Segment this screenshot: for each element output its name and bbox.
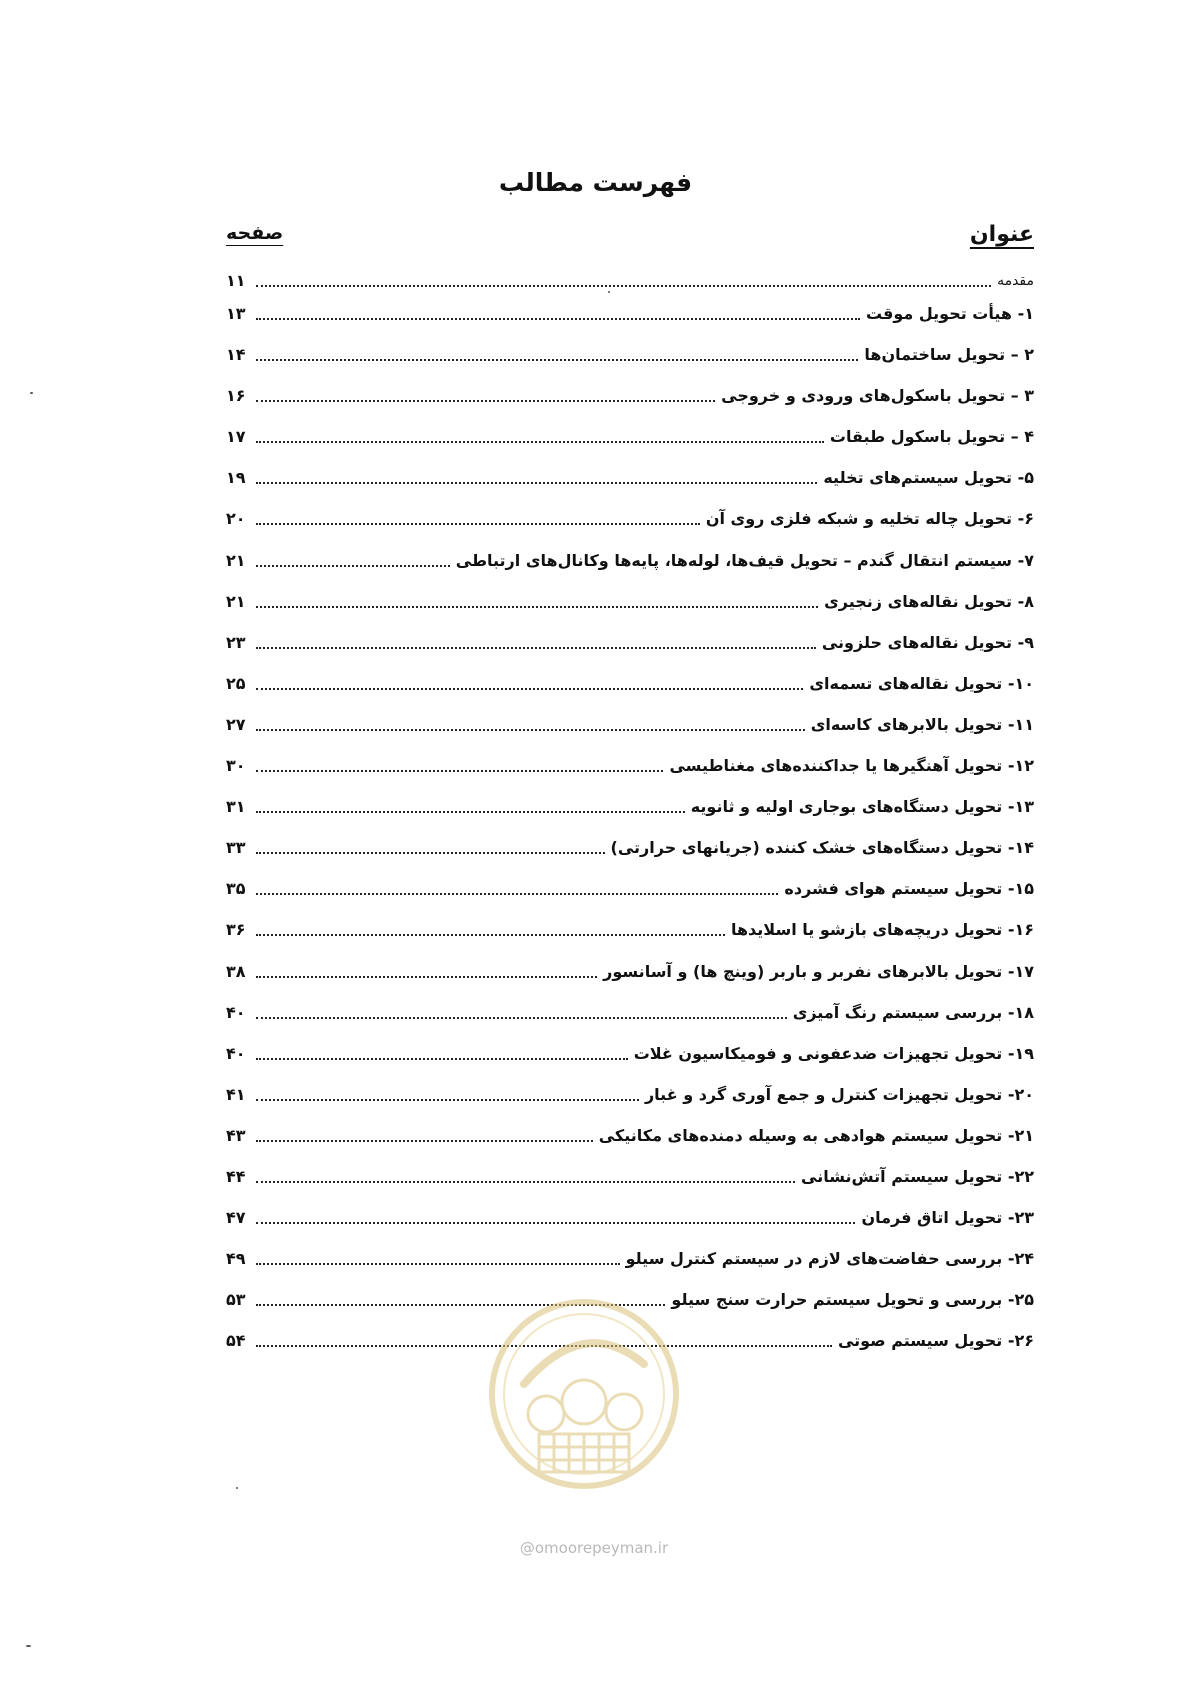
toc-entry-page: ۲۱ [226,591,246,611]
toc-entry [226,878,1034,919]
toc-entry [226,961,1034,1002]
toc-entry-page: ۳۵ [226,879,246,899]
toc-entry-title: ۲۶- تحویل سیستم صوتی [837,1331,1034,1351]
toc-entry [226,385,1034,426]
toc-entry [226,344,1034,385]
dot-leader [256,632,816,649]
dot-leader [256,385,715,402]
dot-leader [256,1125,593,1142]
toc-entry [226,632,1034,673]
toc-entry-title: ۳ – تحویل باسکول‌های ورودی و خروجی [721,386,1034,406]
toc-entry-page: ۴۷ [226,1208,246,1228]
toc-entry [226,591,1034,632]
toc-entry-title: ۱۴- تحویل دستگاه‌های خشک کننده (جریانهای حرارتی) [610,838,1034,858]
toc-entry [226,1125,1034,1166]
toc-entry-page: ۱۳ [226,304,246,323]
toc-entry-page: ۱۶ [226,386,246,406]
toc-entry-page: ۴۹ [226,1249,246,1269]
toc-entry-page: ۲۷ [226,714,246,734]
dot-leader [256,344,858,361]
page-title: فهرست مطالب [498,168,693,197]
toc-entry-title: مقدمه [997,273,1034,289]
dot-leader [256,508,700,525]
dot-leader [256,755,663,772]
toc-entry [226,467,1034,508]
toc-entry-page: ۱۴ [226,345,246,365]
toc-entry-title: ۱۵- تحویل سیستم هوای فشرده [784,879,1034,899]
toc-entry [226,508,1034,549]
dot-leader [256,270,991,287]
toc-entry-title: ۲ – تحویل ساختمان‌ها [864,345,1034,365]
toc-entry [226,796,1034,837]
toc-entry-page: ۲۳ [226,632,246,652]
dot-leader [256,919,725,936]
dot-leader [256,714,805,731]
dot-leader [256,467,817,484]
dot-leader [256,426,824,443]
toc-entry-title: ۶- تحویل چاله تخلیه و شبکه فلزی روی آن [705,509,1034,529]
toc-entry-page: ۳۸ [226,961,246,981]
toc-entry [226,1166,1034,1207]
toc-entry [226,426,1034,467]
dot-leader [256,303,860,320]
toc-entry-title: ۸- تحویل نقاله‌های زنجیری [824,591,1034,611]
toc-entry [226,837,1034,878]
toc-entry [226,714,1034,755]
toc-entry [226,1248,1034,1289]
toc-entry [226,550,1034,591]
dot-leader [256,1043,628,1060]
toc-entry-title: ۱- هیأت تحویل موقت [865,304,1034,323]
dot-leader [256,591,818,608]
dot-leader [256,878,778,895]
dot-leader [256,837,605,854]
toc-entry-page: ۴۳ [226,1125,246,1145]
toc-entry-title: ۲۱- تحویل سیستم هوادهی به وسیله دمنده‌های مکانیکی [598,1125,1034,1145]
toc-entry [226,755,1034,796]
toc-entry-page: ۲۵ [226,673,246,693]
toc-entry-title: ۱۶- تحویل دریچه‌های بازشو یا اسلایدها [730,920,1034,940]
watermark-logo [484,1294,684,1494]
scan-speck [608,291,610,293]
toc-entry-title: ۲۲- تحویل سیستم آتش‌نشانی [801,1166,1034,1186]
dot-leader [256,1084,639,1101]
toc-entry-page: ۱۹ [226,468,246,488]
dot-leader [256,1166,795,1183]
toc-entry-title: ۲۴- بررسی حفاضت‌های لازم در سیستم کنترل سیلو [625,1249,1034,1269]
toc-entry-page: ۵۴ [226,1331,246,1351]
toc-entry [226,1043,1034,1084]
toc-entry [226,1002,1034,1043]
column-page-label: صفحه [226,222,284,244]
toc-entry-page: ۴۰ [226,1043,246,1063]
dot-leader [256,673,803,690]
toc-entry-page: ۳۰ [226,756,246,776]
toc-entry-title: ۵- تحویل سیستم‌های تخلیه [823,468,1034,488]
scan-speck [26,1645,31,1647]
toc-entry-page: ۵۳ [226,1290,246,1310]
toc-entry [226,270,1034,303]
dot-leader [256,1002,787,1019]
dot-leader [256,1207,855,1224]
toc-entry-title: ۱۸- بررسی سیستم رنگ آمیزی [792,1002,1034,1022]
toc-entry [226,1207,1034,1248]
toc-entry-page: ۱۱ [226,271,246,290]
toc-entry-title: ۱۷- تحویل بالابرهای نفربر و باربر (وینچ ها) و آسانسور [603,961,1034,981]
toc-entry-title: ۴ – تحویل باسکول طبقات [829,427,1034,447]
dot-leader [256,961,597,978]
toc-entry-page: ۴۰ [226,1002,246,1022]
toc-entry-title: ۲۳- تحویل اتاق فرمان [861,1208,1034,1228]
toc-entry-title: ۱۲- تحویل آهنگیرها یا جداکننده‌های مغناطیسی [669,756,1034,776]
toc-entry-title: ۱۱- تحویل بالابرهای کاسه‌ای [810,714,1034,734]
toc-entry-title: ۱۹- تحویل تجهیزات ضدعفونی و فومیکاسیون غلات [633,1043,1034,1063]
watermark-url: @omoorepeyman.ir [519,1539,669,1557]
toc-entry-page: ۳۳ [226,838,246,858]
toc-entry-title: ۷- سیستم انتقال گندم – تحویل قیف‌ها، لوله‌ها، پایه‌ها وکانال‌های ارتباطی [455,550,1034,570]
toc-entry-page: ۴۴ [226,1166,246,1186]
dot-leader [256,796,685,813]
toc-entry-page: ۴۱ [226,1084,246,1104]
toc-entry-title: ۱۰- تحویل نقاله‌های تسمه‌ای [809,673,1034,693]
table-of-contents [226,270,1034,1371]
toc-entry-page: ۳۱ [226,797,246,817]
toc-entry [226,303,1034,344]
dot-leader [256,1248,620,1265]
scan-speck [236,1487,238,1489]
scan-speck [30,392,33,394]
toc-entry-title: ۲۰- تحویل تجهیزات کنترل و جمع آوری گرد و غبار [644,1084,1034,1104]
column-title-label: عنوان [969,222,1034,247]
toc-entry [226,919,1034,960]
toc-entry [226,1084,1034,1125]
dot-leader [256,550,450,567]
toc-entry-title: ۱۳- تحویل دستگاه‌های بوجاری اولیه و ثانویه [690,797,1034,817]
toc-entry-title: ۲۵- بررسی و تحویل سیستم حرارت سنج سیلو [671,1290,1034,1310]
toc-entry-page: ۳۶ [226,920,246,940]
toc-entry-page: ۱۷ [226,427,246,447]
toc-entry-page: ۲۰ [226,509,246,529]
toc-entry [226,673,1034,714]
toc-entry-page: ۲۱ [226,550,246,570]
toc-header [226,222,1034,258]
toc-entry-title: ۹- تحویل نقاله‌های حلزونی [821,632,1034,652]
